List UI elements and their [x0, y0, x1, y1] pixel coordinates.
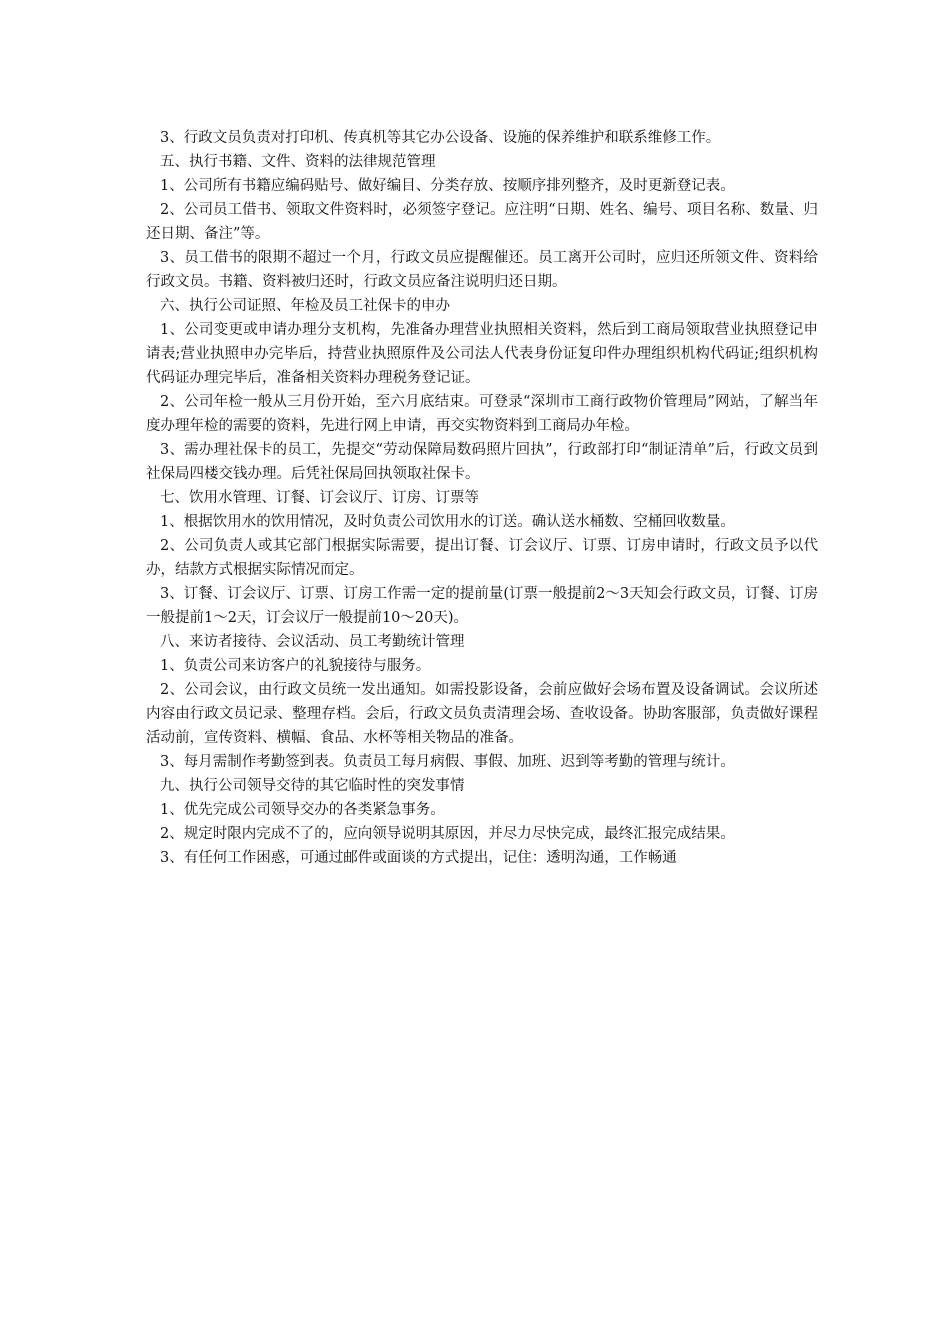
- paragraph-visitors-2: 2、公司会议，由行政文员统一发出通知。如需投影设备，会前应做好会场布置及设备调试。会议所述内容由行政文员记录、整理存档。会后，行政文员负责清理会场、查收设备。协助客服部，负责做好课程活动前，宣传资料、横幅、食品、水杯等相关物品的准备。: [146, 682, 818, 746]
- paragraph-licenses-1: 1、公司变更或申请办理分支机构，先准备办理营业执照相关资料，然后到工商局领取营业执照登记申请表;营业执照申办完毕后，持营业执照原件及公司法人代表身份证复印件办理组织机构代码证;组织机构代码证办理完毕后，准备相关资料办理税务登记证。: [146, 322, 818, 386]
- paragraph-licenses-3: 3、需办理社保卡的员工，先提交“劳动保障局数码照片回执”，行政部打印“制证清单”后，行政文员到社保局四楼交钱办理。后凭社保局回执领取社保卡。: [146, 442, 818, 482]
- paragraph-tasks-1: 1、优先完成公司领导交办的各类紧急事务。: [160, 802, 445, 818]
- paragraph-tasks-2: 2、规定时限内完成不了的，应向领导说明其原因，并尽力尽快完成，最终汇报完成结果。: [160, 826, 735, 842]
- paragraph-water-2: 2、公司负责人或其它部门根据实际需要，提出订餐、订会议厅、订票、订房申请时，行政文员予以代办，结款方式根据实际情况而定。: [146, 538, 818, 578]
- paragraph-water-3: 3、订餐、订会议厅、订票、订房工作需一定的提前量(订票一般提前2～3天知会行政文员，订餐、订房一般提前1～2天，订会议厅一般提前10～20天)。: [146, 586, 818, 626]
- paragraph-water-1: 1、根据饮用水的饮用情况，及时负责公司饮用水的订送。确认送水桶数、空桶回收数量。: [160, 514, 735, 530]
- paragraph-books-1: 1、公司所有书籍应编码贴号、做好编目、分类存放、按顺序排列整齐，及时更新登记表。: [160, 178, 735, 194]
- section-heading-water-bookings: 七、饮用水管理、订餐、订会议厅、订房、订票等: [160, 490, 479, 506]
- paragraph-visitors-1: 1、负责公司来访客户的礼貌接待与服务。: [160, 658, 431, 674]
- paragraph-books-3: 3、员工借书的限期不超过一个月，行政文员应提醒催还。员工离开公司时，应归还所领文件、资料给行政文员。书籍、资料被归还时，行政文员应备注说明归还日期。: [146, 250, 818, 290]
- paragraph-licenses-2: 2、公司年检一般从三月份开始，至六月底结束。可登录“深圳市工商行政物价管理局”网站，了解当年度办理年检的需要的资料，先进行网上申请，再交实物资料到工商局办年检。: [146, 394, 818, 434]
- paragraph-visitors-3: 3、每月需制作考勤签到表。负责员工每月病假、事假、加班、迟到等考勤的管理与统计。: [160, 754, 735, 770]
- section-heading-visitors: 八、来访者接待、会议活动、员工考勤统计管理: [160, 634, 465, 650]
- paragraph-office-equipment: 3、行政文员负责对打印机、传真机等其它办公设备、设施的保养维护和联系维修工作。: [160, 130, 721, 146]
- section-heading-licenses: 六、执行公司证照、年检及员工社保卡的申办: [160, 298, 450, 314]
- paragraph-books-2: 2、公司员工借书、领取文件资料时，必须签字登记。应注明“日期、姓名、编号、项目名称、数量、归还日期、备注”等。: [146, 202, 818, 242]
- document-body: [146, 126, 818, 870]
- paragraph-tasks-3: 3、有任何工作困惑，可通过邮件或面谈的方式提出，记住：透明沟通，工作畅通: [160, 850, 677, 866]
- section-heading-books: 五、执行书籍、文件、资料的法律规范管理: [160, 154, 436, 170]
- section-heading-temporary-tasks: 九、执行公司领导交待的其它临时性的突发事情: [160, 778, 465, 794]
